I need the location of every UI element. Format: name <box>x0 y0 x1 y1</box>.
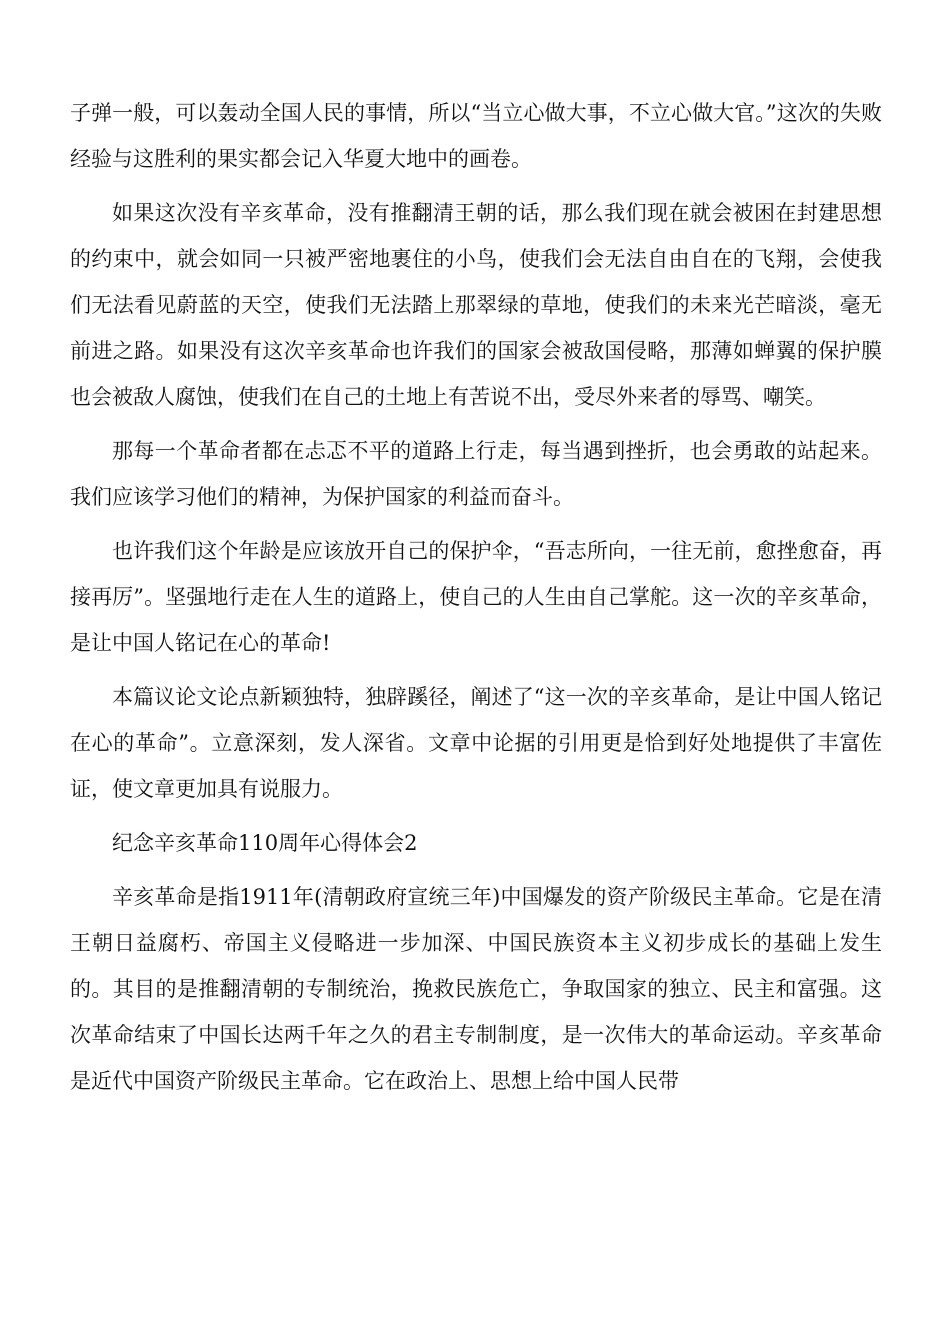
paragraph: 也许我们这个年龄是应该放开自己的保护伞，“吾志所向，一往无前，愈挫愈奋，再接再厉”。坚强地行走在人生的道路上，使自己的人生由自己掌舵。这一次的辛亥革命，是让中国人铭记在心的革命! <box>70 539 882 655</box>
paragraph: 如果这次没有辛亥革命，没有推翻清王朝的话，那么我们现在就会被困在封建思想的约束中，就会如同一只被严密地裹住的小鸟，使我们会无法自由自在的飞翔，会使我们无法看见蔚蓝的天空，使我们无法踏上那翠绿的草地，使我们的未来光芒暗淡，毫无前进之路。如果没有这次辛亥革命也许我们的国家会被敌国侵略，那薄如蝉翼的保护膜也会被敌人腐蚀，使我们在自己的土地上有苦说不出，受尽外来者的辱骂、嘲笑。 <box>70 201 882 409</box>
document-body <box>70 90 882 1112</box>
section-heading: 纪念辛亥革命110周年心得体会2 <box>112 831 418 855</box>
paragraph: 那每一个革命者都在忐忑不平的道路上行走，每当遇到挫折，也会勇敢的站起来。我们应该学习他们的精神，为保护国家的利益而奋斗。 <box>70 439 882 509</box>
paragraph: 辛亥革命是指1911年(清朝政府宣统三年)中国爆发的资产阶级民主革命。它是在清王朝日益腐朽、帝国主义侵略进一步加深、中国民族资本主义初步成长的基础上发生的。其目的是推翻清朝的专制统治，挽救民族危亡，争取国家的独立、民主和富强。这次革命结束了中国长达两千年之久的君主专制制度，是一次伟大的革命运动。辛亥革命是近代中国资产阶级民主革命。它在政治上、思想上给中国人民带 <box>70 885 882 1093</box>
paragraph-continuation: 子弹一般，可以轰动全国人民的事情，所以“当立心做大事，不立心做大官。”这次的失败经验与这胜利的果实都会记入华夏大地中的画卷。 <box>70 101 882 171</box>
paragraph: 本篇议论文论点新颖独特，独辟蹊径，阐述了“这一次的辛亥革命，是让中国人铭记在心的革命”。立意深刻，发人深省。文章中论据的引用更是恰到好处地提供了丰富佐证，使文章更加具有说服力。 <box>70 685 882 801</box>
